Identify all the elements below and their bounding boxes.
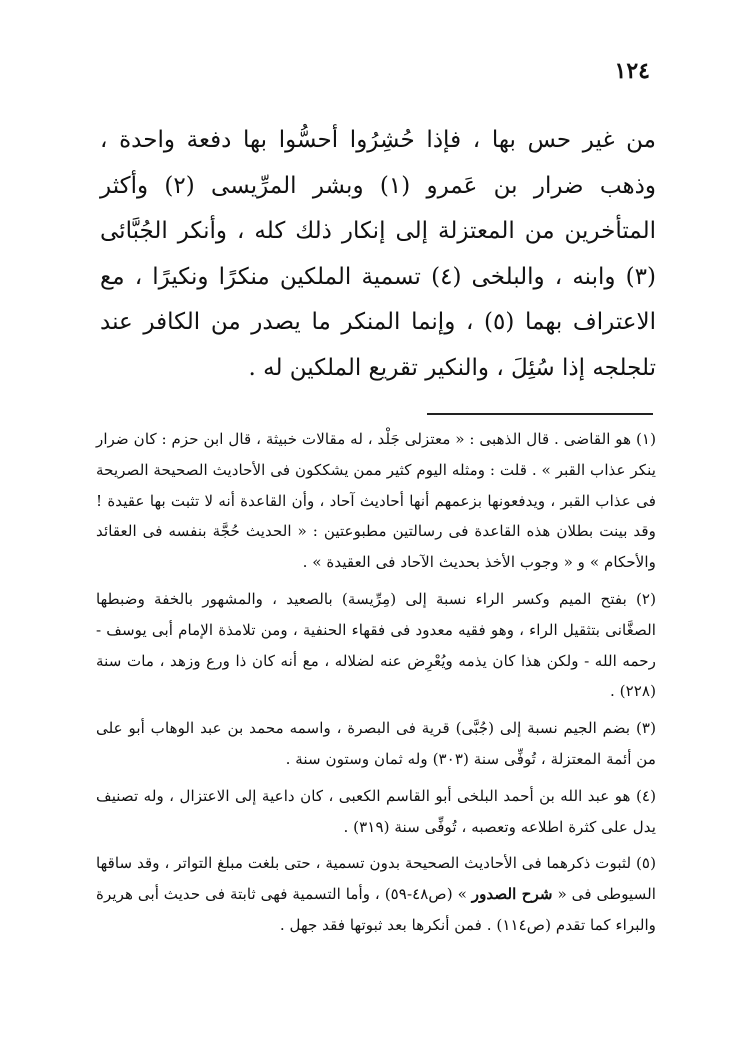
main-paragraph: من غير حس بها ، فإذا حُشِرُوا أحسُّوا بها دفعة واحدة ، وذهب ضرار بن عَمرو (١) وبشر المرِّيسى (٢) وأكثر المتأخرين من المعتزلة إلى إنكار ذلك كله ، وأنكر الجُبَّائى (٣) وابنه ، والبلخى (٤) تسمية الملكين منكرًا ونكيرًا ، مع الاعتراف بهما (٥) ، وإنما المنكر ما يصدر من الكافر عند تلجلجه إذا سُئِلَ ، والنكير تقريع الملكين له . bbox=[100, 127, 657, 381]
footnote-divider bbox=[427, 413, 653, 415]
footnote-5-text-after: » (ص٤٨-٥٩) ، وأما التسمية فهى ثابتة فى حديث أبى هريرة والبراء كما تقدم (ص١١٤) . فمن أنكرها بعد ثبوتها فقد جهل . bbox=[96, 885, 656, 934]
footnote-2: (٢) بفتح الميم وكسر الراء نسبة إلى (مِرِّيسة) بالصعيد ، والمشهور بالخفة وضبطها الصغَّانى بتثقيل الراء ، وهو فقيه معدود فى فقهاء الحنفية ، ومن تلامذة الإمام أبى يوسف - رحمه الله - ولكن هذا كان يذمه ويُعْرِض عنه لضلاله ، مع أنه كان ذا ورع وزهد ، مات سنة (٢٢٨) . bbox=[96, 589, 656, 701]
page-number: ١٢٤ bbox=[614, 58, 650, 84]
footnote-1: (١) هو القاضى . قال الذهبى : « معتزلى جَلْد ، له مقالات خبيثة ، قال ابن حزم : كان ضرار ينكر عذاب القبر » . قلت : ومثله اليوم كثير ممن يشككون فى الأحاديث الصحيحة الصريحة فى عذاب القبر ، ويدفعونها بزعمهم أنها أحاديث آحاد ، وأن القاعدة أنه لا تثبت بها عقيدة ! وقد بينت بطلان هذه القاعدة فى رسالتين مطبوعتين : « الحديث حُجَّة بنفسه فى العقائد والأحكام » و « وجوب الأخذ بحديث الآحاد فى العقيدة » . bbox=[96, 430, 656, 572]
main-text bbox=[100, 118, 656, 391]
footnotes bbox=[96, 424, 656, 947]
footnote-3: (٣) بضم الجيم نسبة إلى (جُبَّى) قرية فى البصرة ، واسمه محمد بن عبد الوهاب أبو على من أئمة المعتزلة ، تُوفِّى سنة (٣٠٣) وله ثمان وستون سنة . bbox=[96, 719, 656, 768]
footnote-4: (٤) هو عبد الله بن أحمد البلخى أبو القاسم الكعبى ، كان داعية إلى الاعتزال ، وله تصنيف يدل على كثرة اطلاعه وتعصبه ، تُوفِّى سنة (٣١٩) . bbox=[96, 786, 656, 836]
footnote-5-text-before: (٥) لثبوت ذكرهما فى الأحاديث الصحيحة بدون تسمية ، حتى بلغت مبلغ التواتر ، وقد ساقها السيوطى فى « bbox=[96, 854, 657, 904]
footnote-5 bbox=[96, 848, 656, 940]
footnote-5-book-title: شرح الصدور bbox=[471, 885, 553, 904]
